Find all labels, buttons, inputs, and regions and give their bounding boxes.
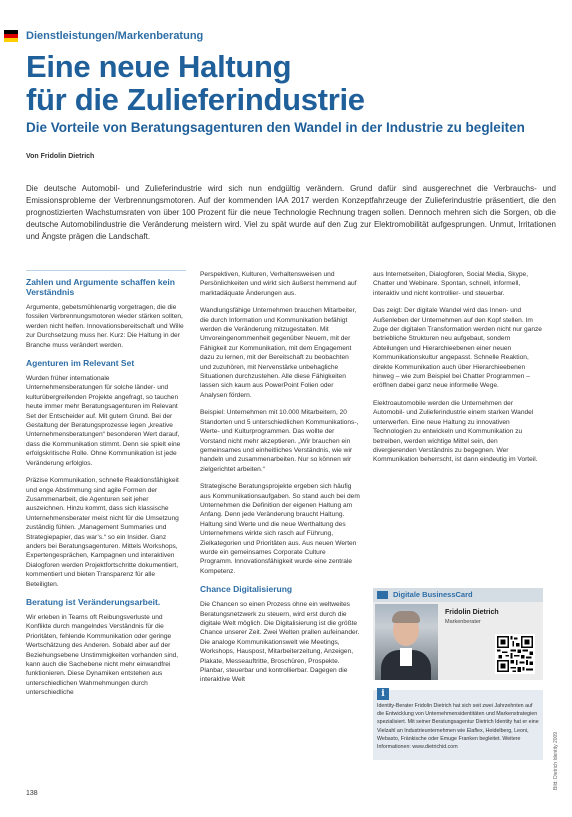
paragraph: Perspektiven, Kulturen, Verhaltensweisen und Persönlichkeiten und wirkt sich äußerst hemmend auf marktadäquate Änderungen aus. xyxy=(200,271,357,297)
intro-paragraph: Die deutsche Automobil- und Zulieferindustrie wird sich nun endgültig verändern. Grund dafür sind ausgerechnet die Verbrauchs- und Emissionsprobleme der Verbrennungsmotoren. Auf der kommenden IAA 2017 werden Konzeptfahrzeuge der Zulieferindustrie präsentiert, die den prognostizierten Wachstumsraten von über 100 Prozent für die neue Technologie Rechnung tragen sollen. Dennoch mehren sich die Sorgen, ob die deutsche Automobilindustrie die Veränderung meistern wird. Viel zu spät wurde auf den Zug zur Elektromobilität aufgesprungen. Unmut, Irritationen und Ängste prägen die Landschaft. xyxy=(26,184,556,241)
paragraph: Wandlungsfähige Unternehmen brauchen Mitarbeiter, die durch Information und Kommunikation befähigt werden die Veränderung mitzugestalten. Mit Unvoreingenommenheit gegenüber Neuem, mit der Fähigkeit zur Kommunikation, mit dem Engagement dazu zu lernen, mit der Bereitschaft zu beobachten und zuzuhören, mit Nervenstärke unbehagliche Situationen durchzustehen. Alle diese Fähigkeiten lassen sich kaum aus PowerPoint Folien oder Analysen fördern. xyxy=(200,307,357,399)
businesscard-mark-icon xyxy=(377,591,388,599)
paragraph: Wir erleben in Teams oft Reibungsverluste und Konflikte durch mangelndes Verständnis für die Prioritäten, fehlende Kommunikation oder geringe Wertschätzung des Anderen. Sobald aber auf der Beziehungsebene Unstimmigkeiten vorhanden sind, kann auch die Sachebene nicht mehr einwandfrei funktionieren. Diese Dynamiken entstehen aus unterschiedlichen Wahrnehmungen durch unterschiedliche xyxy=(26,613,179,697)
heading-agenturen: Agenturen im Relevant Set xyxy=(26,358,135,369)
column-2 xyxy=(200,270,360,693)
heading-rule xyxy=(26,270,186,271)
author-byline: Von Fridolin Dietrich xyxy=(26,153,95,160)
title-line-2: für die Zulieferindustrie xyxy=(26,82,365,117)
paragraph: Beispiel: Unternehmen mit 10.000 Mitarbeitern, 20 Standorten und 5 unterschiedlichen Kommunikations-, Werte- und Kulturprogrammen. Das wollte der Vorstand nicht mehr akzeptieren. „Wir brauchen ein gemeinsames und einheitliches Verständnis, wie wir handeln und zusammenarbeiten. Nur so können wir zielgerichtet arbeiten.“ xyxy=(200,409,359,473)
author-photo xyxy=(375,604,438,680)
paragraph: Die Chancen so einen Prozess ohne ein weltweites Beratungsnetzwerk zu steuern, wird erst durch die digitale Welt möglich. Die Digitalisierung ist die größte Chance unserer Zeit. Zwei Welten prallen aufeinander. Die analoge Kommunikationswelt wie Meetings, Workshops, Hauspost, Mitarbeiterzeitung, Anzeigen, Plakate, Messeauftritte, Broschüren, Prospekte. Planbar, steuerbar und kontrollierbar. Dagegen die interaktive Welt xyxy=(200,601,360,684)
business-card-header xyxy=(373,588,543,602)
author-info-text: Identity-Berater Fridolin Dietrich hat sich seit zwei Jahrzehnten auf die Entwicklung von Unternehmensidentitäten und Markenstrategien spezialisiert. Mit seiner Beratungsagentur Dietrich Identity hat er eine Vielzahl an Industrieunternehmen wie Elaflex, Heidelberg, Leoni, Webasto, Fränkische oder Emuge Franken begleitet. Weitere Informationen: www.dietrichid.com xyxy=(377,703,539,751)
title-line-1: Eine neue Haltung xyxy=(26,49,292,84)
card-role: Markenberater xyxy=(445,619,481,625)
paragraph: Das zeigt: Der digitale Wandel wird das Innen- und Außenleben der Unternehmen auf den Kopf stellen. Im Zuge der digitalen Transformation werden nicht nur ganze betriebliche Strukturen neu aufgebaut, sondern Abteilungen und Hierarchieebenen einer neuen Kommunikationskultur angepasst. Schnelle Reaktion, direkte Kommunikation auch über Hierarchieebenen hinweg – wie zum Beispiel bei Chatter Programmen – eröffnen dabei ganz neue informelle Wege. xyxy=(373,307,542,390)
column-3 xyxy=(373,270,543,473)
german-flag-icon xyxy=(4,30,18,42)
card-name: Fridolin Dietrich xyxy=(445,609,499,616)
article-subtitle: Die Vorteile von Beratungsagenturen den Wandel in der Industrie zu begleiten xyxy=(26,120,525,135)
column-1 xyxy=(26,270,186,706)
image-credit: Bild: Dietrich Identity 2009 xyxy=(553,731,559,790)
qr-code-icon[interactable] xyxy=(495,634,535,674)
page-number: 138 xyxy=(26,790,38,797)
paragraph: Argumente, gebetsmühlenartig vorgetragen, die die fossilen Verbrennungsmotoren wieder stärken sollten, werden nicht helfen. Innovationsbereitschaft und Wille zur Durchsetzung muss her. Kurz: Die Haltung in der Branche muss verändert werden. xyxy=(26,304,184,349)
heading-zahlen-argumente: Zahlen und Argumente schaffen kein Verständnis xyxy=(26,277,175,297)
business-card-heading: Digitale BusinessCard xyxy=(393,590,473,599)
paragraph: aus Internetseiten, Dialogforen, Social Media, Skype, Chatter und Webinare. Spontan, schnell, informell, interaktiv und nicht kontrollier- und steuerbar. xyxy=(373,271,529,297)
paragraph: Wurden früher internationale Unternehmensberatungen für solche länder- und kulturübergreifenden Projekte angefragt, so tauchen heute immer mehr Beratungsagenturen im Relevant Set der Entscheider auf. Mit gutem Grund. Bei der Gestaltung der Beratungsprozesse legen „kreative Unternehmensberatungen“ besonderen Wert darauf, dass die Kommunikation stimmt. Denn sie spielt eine erfolgskritische Rolle. Ohne Kommunikation ist jede Veränderung erfolglos. xyxy=(26,375,181,467)
heading-chance-digitalisierung: Chance Digitalisierung xyxy=(200,584,293,595)
article-title xyxy=(26,50,556,116)
author-info-box xyxy=(373,680,543,760)
paragraph: Elektroautomobile werden die Unternehmen der Automobil- und Zulieferindustrie einem starken Wandel unterwerfen. Eine neue Haltung zu innovativen Technologien zu entwickeln und Kommunikation zu betreiben, werden wichtige Mittel sein, den divergierenden Verständnis zu begegnen. Wer Kommunikation beherrscht, ist dann eindeutig im Vorteil. xyxy=(373,399,538,464)
paragraph: Strategische Beratungsprojekte ergeben sich häufig aus Kommunikationsaufgaben. So stand auch bei dem Unternehmen die Definition der eigenen Haltung am Anfang. Denn jede Veränderung braucht Haltung. Haltung sind Werte und die neue Werthaltung des Unternehmens wirkte sich rasch auf Führung, Zielkategorien und Prioritäten aus. Aus neuen Werten wurde ein gemeinsames Corporate Culture Programm. Innovationsfähigkeit wurde eine zentrale Kompetenz. xyxy=(200,483,360,575)
section-label: Dienstleistungen/Markenberatung xyxy=(26,30,204,42)
info-icon: i xyxy=(377,688,389,700)
digital-business-card xyxy=(373,588,543,682)
heading-veraenderungsarbeit: Beratung ist Veränderungsarbeit. xyxy=(26,596,161,607)
paragraph: Präzise Kommunikation, schnelle Reaktionsfähigkeit und enge Abstimmung sind agile Formen der Zusammenarbeit, die Agenturen seit jeher auszeichnen. Hinzu kommt, dass sich klassische Unternehmensberater meist nicht für die Umsetzung zuständig fühlen. „Management Summaries und Strategiepapier, das war’s.“ so ein Insider. Ganz anders bei Beratungsagenturen. Mittels Workshops, Expertengesprächen, Kampagnen und interaktiven Dialogforen werden Projektfortschritte dokumentiert, kommentiert und bieten Transparenz für alle Beteiligten. xyxy=(26,477,179,588)
